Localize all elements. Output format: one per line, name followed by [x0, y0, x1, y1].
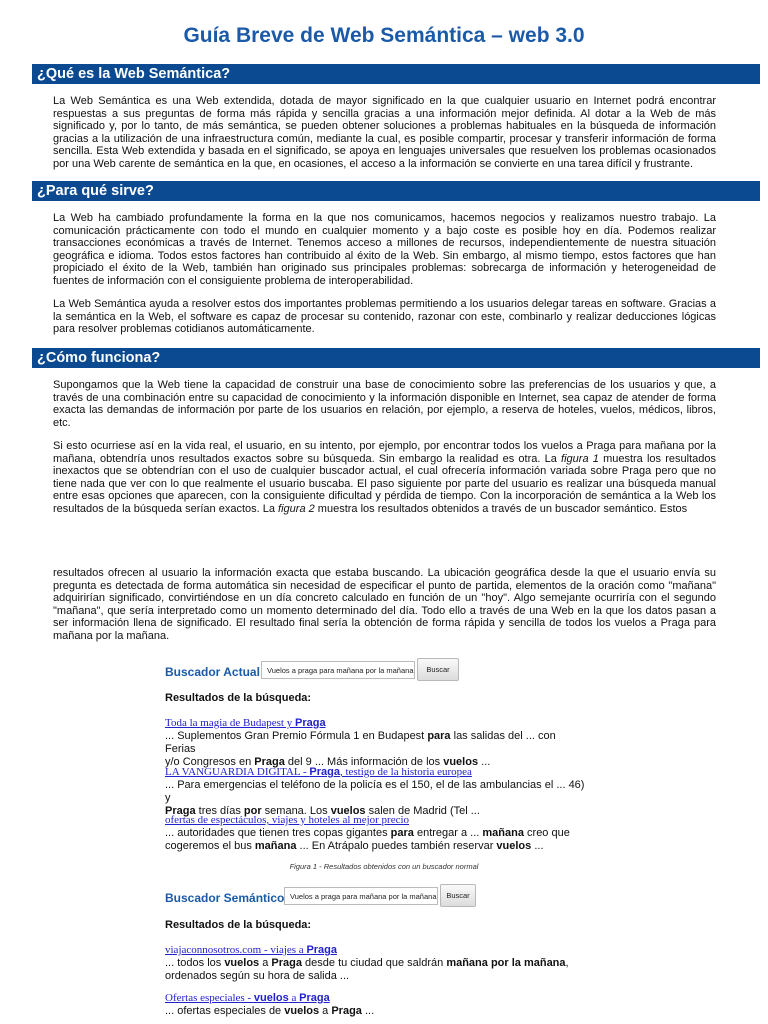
search-engine-label: Buscador Semántico [165, 891, 285, 905]
search-box-actual [165, 661, 585, 683]
search-result: ofertas de espectáculos, viajes y hoteles al mejor precio ... autoridades que tienen tres copas gigantes para entregar a ... mañana creo que cogeremos el bus mañana ... En Atrápalo puedes también reservar vuelos ... [165, 814, 570, 852]
search-engine-label: Buscador Actual [165, 665, 260, 679]
figure-caption: Figura 1 - Resultados obtenidos con un buscador normal [289, 862, 479, 871]
page-title: Guía Breve de Web Semántica – web 3.0 [183, 24, 585, 47]
section-heading-que-es: ¿Qué es la Web Semántica? [32, 64, 760, 84]
result-link[interactable]: viajaconnosotros.com - viajes a Praga [165, 944, 338, 956]
search-box-semantico [165, 887, 585, 909]
search-result: viajaconnosotros.com - viajes a Praga ... todos los vuelos a Praga desde tu ciudad que saldrán mañana por la mañana, ordenados según su hora de salida ... [165, 944, 569, 982]
section-heading-para-que: ¿Para qué sirve? [32, 181, 760, 201]
results-heading: Resultados de la búsqueda: [165, 919, 312, 931]
search-input[interactable]: Vuelos a praga para mañana por la mañana [261, 661, 415, 679]
paragraph-que-es: La Web Semántica es una Web extendida, dotada de mayor significado en la que cualquier usuario en Internet podrá encontrar respuestas a sus preguntas de forma más rápida y sencilla gracias a una información mejor definida. Al dotar a la Web de más significado y, por lo tanto, de más semántica, se pueden obtener soluciones a problemas habituales en la búsqueda de información gracias a la utilización de una infraestructura común, mediante la cual, es posible compartir, procesar y transferir información de forma sencilla. Esta Web extendida y basada en el significado, se apoya en lenguajes universales que resuelven los problemas ocasionados por una Web carente de semántica en la que, en ocasiones, el acceso a la información se convierte en una tarea difícil y frustrante. [53, 95, 716, 170]
result-link[interactable]: LA VANGUARDIA DIGITAL - Praga, testigo de la historia europea [165, 766, 472, 778]
result-link[interactable]: Ofertas especiales - vuelos a Praga [165, 992, 330, 1004]
search-result: Toda la magia de Budapest y Praga ... Suplementos Gran Premio Fórmula 1 en Budapest para las salidas del ... con Ferias y/o Congresos en Praga del 9 ... Más información de los vuelos ... [165, 717, 556, 768]
result-link[interactable]: ofertas de espectáculos, viajes y hoteles al mejor precio [165, 814, 410, 826]
paragraph-para-que-1: La Web ha cambiado profundamente la forma en la que nos comunicamos, hacemos negocios y realizamos nuestro trabajo. La comunicación prácticamente con todo el mundo en cualquier momento y a bajo coste es posible hoy en día. Podemos realizar transacciones económicas a través de Internet. Tenemos acceso a millones de recursos, independientemente de nuestra situación geográfica e idioma. Todos estos factores han contribuido al éxito de la Web. Sin embargo, al mismo tiempo, estos factores que han propiciado el éxito de la Web, también han originado sus principales problemas: sobrecarga de información y heterogeneidad de fuentes de información con el consiguiente problema de interoperabilidad. [53, 212, 716, 287]
search-result: Ofertas especiales - vuelos a Praga ... ofertas especiales de vuelos a Praga ... [165, 992, 375, 1017]
result-link[interactable]: Toda la magia de Budapest y Praga [165, 717, 326, 729]
search-button[interactable]: Buscar [417, 658, 459, 681]
paragraph-como-funciona-2: Si esto ocurriese así en la vida real, el usuario, en su intento, por ejemplo, por encontrar todos los vuelos a Praga para mañana por la mañana, obtendría unos resultados exactos sobre su búsqueda. Sin embargo la realidad es otra. La figura 1 muestra los resultados inexactos que se obtendrían con el uso de cualquier buscador actual, el cual ofrecería información variada sobre Praga pero que no tiene nada que ver con lo que realmente el usuario buscaba. El paso siguiente por parte del usuario es realizar una búsqueda manual entre esas opciones que aparecen, con la consiguiente dificultad y pérdida de tiempo. Con la incorporación de semántica a la Web los resultados de la búsqueda serían exactos. La figura 2 muestra los resultados obtenidos a través de un buscador semántico. Estos [53, 440, 716, 515]
paragraph-como-funciona-3: resultados ofrecen al usuario la información exacta que estaba buscando. La ubicación geográfica desde la que el usuario envía su pregunta es detectada de forma automática sin necesidad de especificar el punto de partida, elementos de la oración como "mañana" adquirirían significado, convirtiéndose en un día concreto calculado en función de un "hoy". Algo semejante ocurriría con el segundo "mañana", que sería interpretado como un momento determinado del día. Todo ello a través de una Web en la que los datos pasan a ser información llena de significado. El resultado final sería la obtención de forma rápida y sencilla de todos los vuelos a Praga para mañana por la mañana. [53, 567, 716, 642]
search-result: LA VANGUARDIA DIGITAL - Praga, testigo de la historia europea ... Para emergencias el teléfono de la policía es el 150, el de las ambulancias el ... 46) y Praga tres días por semana. Los vuelos salen de Madrid (Tel ... [165, 766, 585, 817]
search-input[interactable]: Vuelos a praga para mañana por la mañana [284, 887, 438, 905]
section-heading-como-funciona: ¿Cómo funciona? [32, 348, 760, 368]
search-button[interactable]: Buscar [440, 884, 476, 907]
figure-1-reference: figura 1 [561, 452, 599, 465]
results-heading: Resultados de la búsqueda: [165, 692, 312, 704]
paragraph-como-funciona-1: Supongamos que la Web tiene la capacidad de construir una base de conocimiento sobre las preferencias de los usuarios y que, a través de una combinación entre su capacidad de conocimiento y la información disponible en Internet, sea capaz de atender de forma exacta las demandas de información por parte de los usuarios en relación, por ejemplo, a reserva de hoteles, vuelos, médicos, libros, etc. [53, 379, 716, 429]
figure-2-reference: figura 2 [278, 502, 315, 515]
paragraph-para-que-2: La Web Semántica ayuda a resolver estos dos importantes problemas permitiendo a los usuarios delegar tareas en software. Gracias a la semántica en la Web, el software es capaz de procesar su contenido, razonar con este, combinarlo y realizar deducciones lógicas para resolver problemas cotidianos automáticamente. [53, 298, 716, 336]
